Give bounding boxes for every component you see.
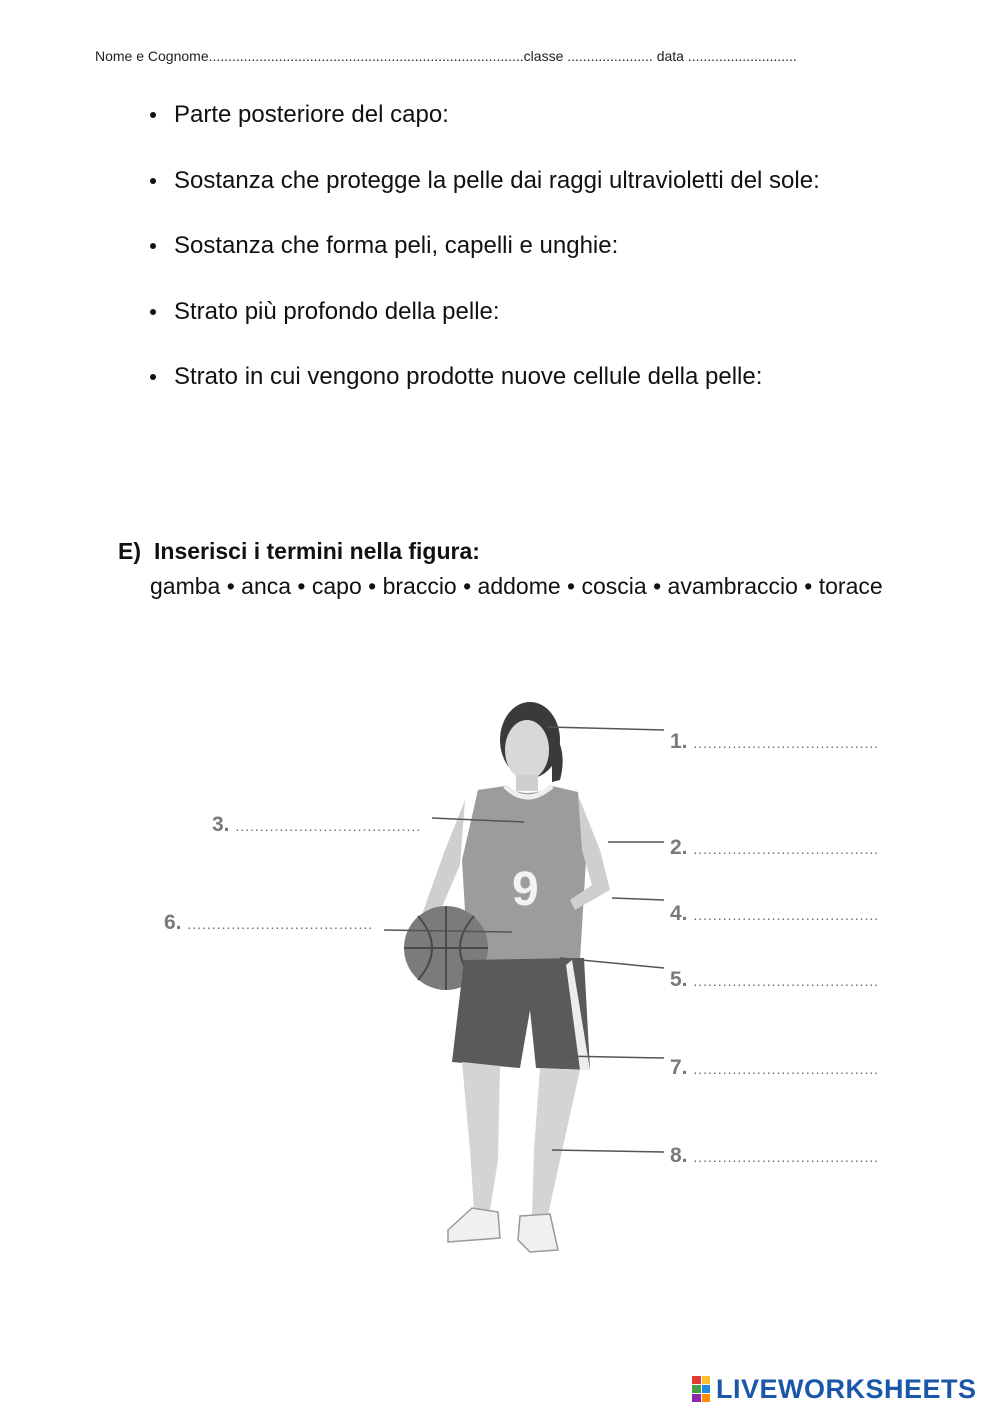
list-item (150, 98, 910, 164)
student-info-header: Nome e Cognome.................................................................................classe ...................... data ............................ (95, 48, 797, 64)
bullet-icon (150, 112, 156, 118)
question-text: Strato in cui vengono prodotte nuove cellule della pelle: (174, 363, 763, 390)
question-list (150, 98, 910, 426)
logo-mark-icon (692, 1376, 710, 1402)
bullet-icon (150, 374, 156, 380)
answer-blank[interactable]: ...................................... (693, 735, 880, 751)
answer-blank[interactable]: ...................................... (693, 1149, 880, 1165)
label-number: 2. (670, 836, 688, 859)
list-item (150, 229, 910, 295)
right-shoe (448, 1208, 500, 1242)
bullet-icon (150, 309, 156, 315)
answer-blank[interactable]: ...................................... (693, 1061, 880, 1077)
logo-cell (702, 1394, 711, 1402)
label-number: 6. (164, 911, 182, 934)
section-heading (118, 538, 480, 565)
question-text: Sostanza che forma peli, capelli e unghie: (174, 232, 619, 259)
label-4[interactable] (670, 902, 879, 926)
right-leg (462, 1062, 500, 1210)
answer-blank[interactable]: ...................................... (235, 818, 422, 834)
label-5[interactable] (670, 968, 879, 992)
logo-cell (692, 1376, 701, 1384)
list-item (150, 295, 910, 361)
neck (516, 775, 538, 791)
list-item (150, 360, 910, 426)
section-letter: E) (118, 538, 141, 564)
label-3[interactable] (212, 813, 421, 837)
question-text: Strato più profondo della pelle: (174, 297, 500, 325)
label-2[interactable] (670, 836, 879, 860)
answer-blank[interactable]: ...................................... (693, 973, 880, 989)
label-number: 5. (670, 968, 688, 991)
body-parts-figure (0, 690, 1000, 1290)
label-1[interactable] (670, 730, 879, 754)
label-7[interactable] (670, 1056, 879, 1080)
head (505, 720, 549, 780)
answer-blank[interactable]: ...................................... (187, 916, 374, 932)
label-number: 4. (670, 902, 688, 925)
jersey-number: 9 (512, 863, 539, 916)
logo-cell (692, 1394, 701, 1402)
logo-cell (692, 1385, 701, 1393)
bullet-icon (150, 243, 156, 249)
question-text: Parte posteriore del capo: (174, 101, 449, 128)
label-number: 8. (670, 1144, 688, 1167)
leader-line-4 (612, 898, 664, 900)
terms-list: gamba • anca • capo • braccio • addome • coscia • avambraccio • torace (150, 573, 883, 599)
leader-line-8 (552, 1150, 664, 1152)
answer-blank[interactable]: ...................................... (693, 907, 880, 923)
label-6[interactable] (164, 911, 373, 935)
bullet-icon (150, 178, 156, 184)
list-item (150, 164, 910, 230)
answer-blank[interactable]: ...................................... (693, 841, 880, 857)
label-number: 3. (212, 813, 230, 836)
label-number: 1. (670, 730, 688, 753)
label-number: 7. (670, 1056, 688, 1079)
left-shoe (518, 1214, 558, 1252)
liveworksheets-logo[interactable] (692, 1372, 977, 1406)
logo-text: LIVEWORKSHEETS (716, 1373, 977, 1404)
logo-cell (702, 1385, 711, 1393)
left-leg (532, 1068, 580, 1215)
label-8[interactable] (670, 1144, 879, 1168)
question-text: Sostanza che protegge la pelle dai raggi ultravioletti del sole: (174, 166, 820, 194)
section-title: Inserisci i termini nella figura: (154, 538, 480, 564)
logo-cell (702, 1376, 711, 1384)
leader-line-1 (548, 727, 664, 730)
